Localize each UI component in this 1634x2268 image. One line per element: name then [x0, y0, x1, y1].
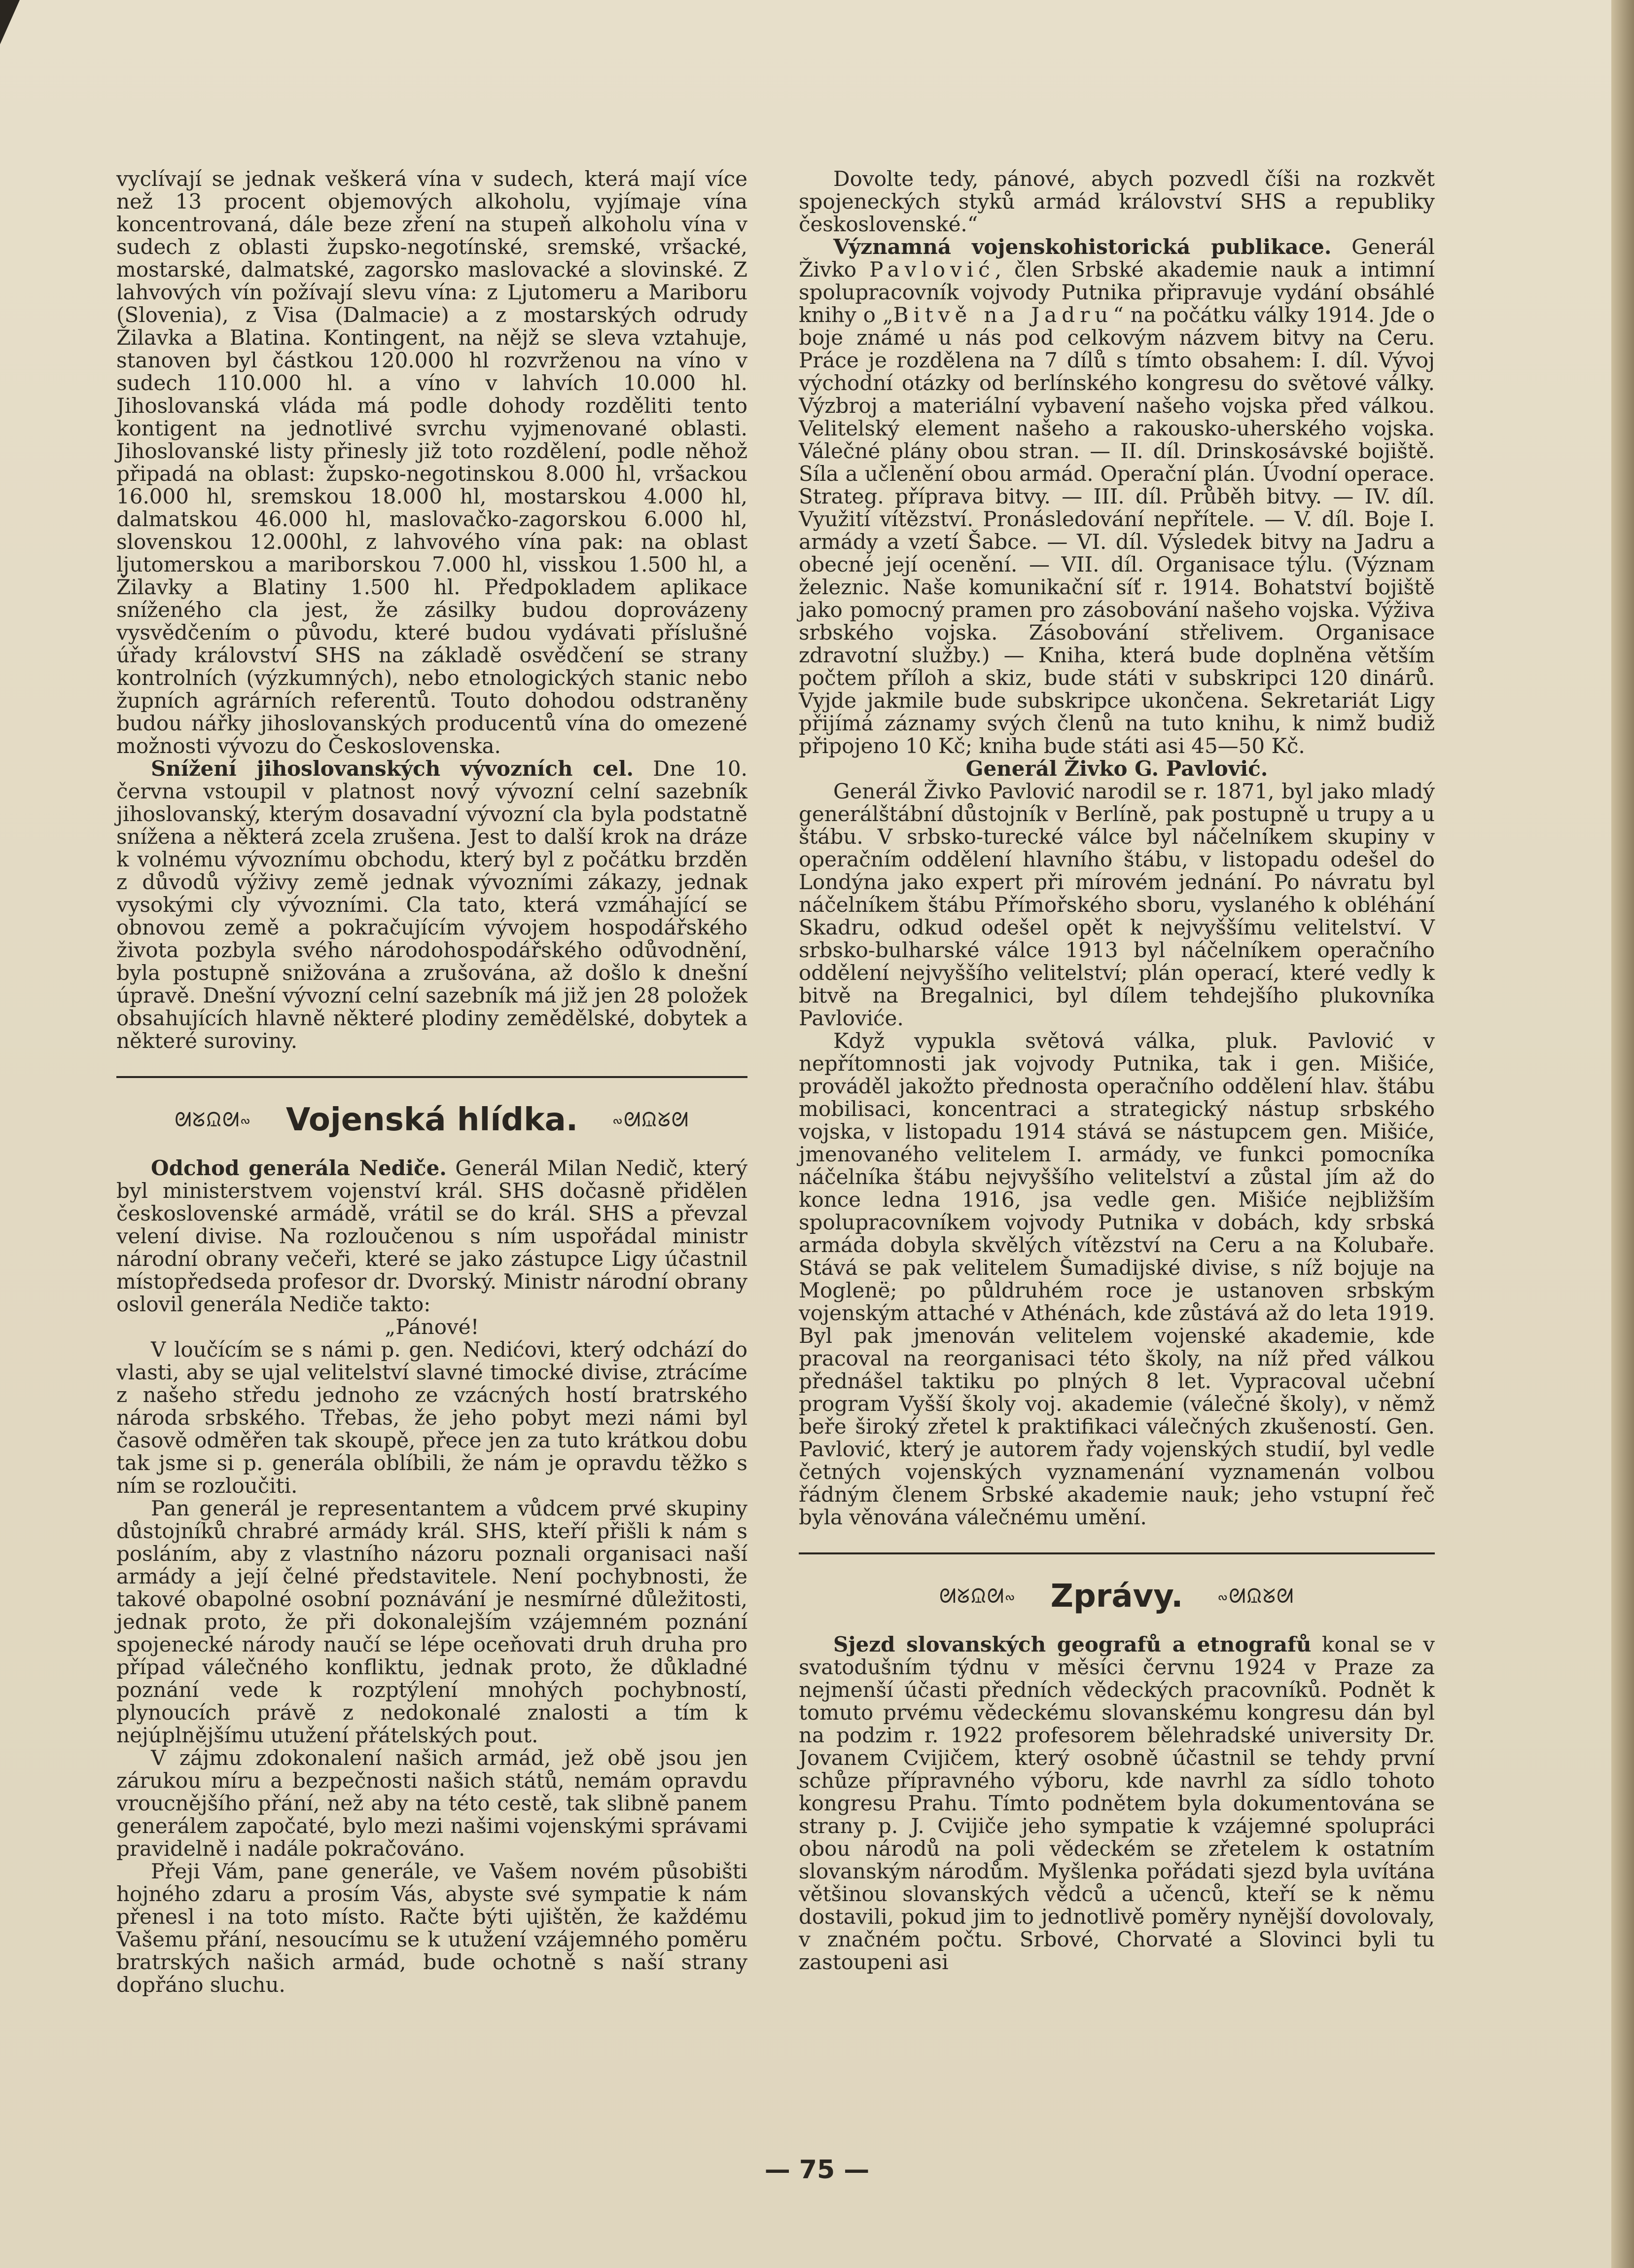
ornament-left-icon: ᘛᘜᙉᘛ∾ [175, 1109, 251, 1131]
paragraph-heading: Významná vojenskohistorická publikace. [833, 235, 1332, 259]
speech-paragraph: Pan generál je representantem a vůdcem prvé skupiny důstojníků chrabré armády král. SHS, kteří přišli k nám s posláním, aby z vlastního názoru poznali organisaci naší armády a její čelné představitele. Není pochybnosti, že takové obapolné osobní poznávání je nesmírné důležitosti, jednak proto, že při dokonalejším vzájemném poznání spojenecké národy naučí se lépe oceňovati druh druha pro případ válečného konfliktu, jednak proto, že důkladné poznání vede k rozptýlení mnohých pochybností, plynoucích právě z nedokonalé znalosti a tím k nejúplnějšímu utužení přátelských pout. [116, 1496, 747, 1747]
right-column [799, 168, 1435, 1974]
section-divider [116, 1076, 747, 1078]
bio-paragraph: Generál Živko Pavlović narodil se r. 1871, byl jako mladý generálštábní důstojník v Berlíně, pak postupně u trupy a u štábu. V srbsko-turecké válce byl náčelníkem skupiny v operačním oddělení hlavního štábu, v listopadu odešel do Londýna jako expert při mírovém jednání. Po návratu byl náčelníkem štábu Přímořského sboru, vyslaného k obléhání Skadru, odkud odešel opět k nejvyššímu velitelství. V srbsko-bulharské válce 1913 byl náčelníkem operačního oddělení nejvyššího velitelství; plán operací, které vedly k bitvě na Bregalnici, byl dílem tehdejšího plukovníka Pavloviće. [799, 779, 1435, 1030]
paragraph-heading: Odchod generála Nediče. [151, 1156, 447, 1180]
section-header-vojenska [116, 1098, 747, 1142]
paragraph-publication: Významná vojenskohistorická publikace. Generál Živko Pavlović, člen Srbské akademie nauk a intimní spolupracovník vojvody Putnika připravuje vydání obsáhlé knihy o „Bitvě na Jadru“ na počátku války 1914. Jde o boje známé u nás pod celkovým názvem bitvy na Ceru. Práce je rozdělena na 7 dílů s tímto obsahem: I. díl. Vývoj východní otázky od berlínského kongresu do světové války. Výzbroj a materiální vybavení našeho vojska před válkou. Velitelský element našeho a rakousko-uherského vojska. Válečné plány obou stran. — II. díl. Drinskosávské bojiště. Síla a učlenění obou armád. Operační plán. Úvodní operace. Strateg. příprava bitvy. — III. díl. Průběh bitvy. — IV. díl. Využití vítězství. Pronásledování nepřítele. — V. díl. Boje I. armády a vzetí Šabce. — VI. díl. Výsledek bitvy na Jadru a obecné její ocenění. — VII. díl. Organisace týlu. (Význam železnic. Naše komunikační síť r. 1914. Bohatství bojiště jako pomocný pramen pro zásobování našeho vojska. Výživa srbského vojska. Zásobování střelivem. Organisace zdravotní služby.) — Kniha, která bude doplněna větším počtem příloh a skiz, bude státi v subskripci 120 dinárů. Vyjde jakmile bude subskripce ukončena. Sekretariát Ligy přijímá záznamy svých členů na tuto knihu, k nimž budiž připojeno 10 Kč; kniha bude státi asi 45—50 Kč. [799, 235, 1435, 758]
paragraph-body: Generál Milan Nedič, který byl ministerstvem vojenství král. SHS dočasně přidělen československé armádě, vrátil se do král. SHS a převzal velení divise. Na rozloučenou s ním uspořádal ministr národní obrany večeři, které se jako zástupce Ligy účastnil místopředseda profesor dr. Dvorský. Ministr národní obrany oslovil generála Nediče takto: [116, 1156, 747, 1316]
paragraph-wine-quota: vyclívají se jednak veškerá vína v sudech, která mají více než 13 procent objemových alkoholu, vyjímaje vína koncentrovaná, dále beze zření na stupeň alkoholu vína v sudech z oblasti župsko-negotínské, sremské, vršacké, mostarské, dalmatské, zagorsko maslovacké a slovinské. Z lahvových vín požívají slevu vína: z Ljutomeru a Mariboru (Slovenia), z Visa (Dalmacie) a z mostarských odrudy Žilavka a Blatina. Kontingent, na nějž se sleva vztahuje, stanoven byl částkou 120.000 hl rozvrženou na víno v sudech 110.000 hl. a víno v lahvích 10.000 hl. Jihoslovanská vláda má podle dohody rozděliti tento kontigent na jednotlivé svrchu vyjmenované oblasti. Jihoslovanské listy přinesly již toto rozdělení, podle něhož připadá na oblast: župsko-negotinskou 8.000 hl, vršackou 16.000 hl, sremskou 18.000 hl, mostarskou 4.000 hl, dalmatskou 46.000 hl, maslovačko-zagorskou 6.000 hl, slovenskou 12.000hl, z lahvového vína pak: na oblast ljutomerskou a mariborskou 7.000 hl, visskou 1.500 hl, a Žilavky a Blatiny 1.500 hl. Předpokladem aplikace sníženého cla jest, že zásilky budou doprovázeny vysvědčením o původu, které budou vydávati příslušné úřady království SHS na základě osvědčení se strany kontrolních (výzkumných), nebo etnologických stanic nebo župních agrárních referentů. Touto dohodou odstraněny budou nářky jihoslovanských producentů vína do omezené možnosti vývozu do Československa. [116, 167, 747, 758]
ornament-right-icon: ∾ᘛᙉᘜᘛ [612, 1109, 689, 1131]
ornament-left-icon: ᘛᘜᙉᘛ∾ [939, 1585, 1016, 1608]
paragraph-congress [799, 1633, 1435, 1974]
book-title: Bitvě na Jadru [893, 303, 1113, 327]
speech-paragraph: V loučícím se s námi p. gen. Nedićovi, který odchází do vlasti, aby se ujal velitelství slavné timocké divise, ztrácíme z našeho středu jednoho ze vzácných hostí bratrského národa srbského. Třebas, že jeho pobyt mezi námi byl časově odměřen tak skoupě, přece jen za tuto krátkou dobu tak jsme si p. generála oblíbili, že nám je opravdu těžko s ním se rozloučiti. [116, 1337, 747, 1498]
page-corner-shadow [0, 0, 20, 44]
speech-closing: Dovolte tedy, pánové, abych pozvedl číši na rozkvět spojeneckých styků armád království SHS a republiky československé.“ [799, 167, 1435, 236]
page-number: — 75 — [764, 2155, 870, 2185]
paragraph-nedic-departure [116, 1157, 747, 1316]
paragraph-heading: Snížení jihoslovanských vývozních cel. [151, 756, 634, 781]
paragraph-export-duties [116, 757, 747, 1052]
section-title: Zprávy. [1050, 1578, 1183, 1615]
paragraph-heading: Sjezd slovanských geografů a etnografů [833, 1632, 1312, 1656]
speech-paragraph: Přeji Vám, pane generále, ve Vašem novém působišti hojného zdaru a prosím Vás, abyste své sympatie k nám přenesl i na toto místo. Račte býti ujištěn, že každému Vašemu přání, nesoucímu se k utužení vzájemného poměru bratrských našich armád, bude ochotně s naší strany dopřáno sluchu. [116, 1859, 747, 1997]
page-edge [1611, 0, 1634, 2268]
speech-salutation: „Pánové! [385, 1315, 479, 1339]
section-divider [799, 1552, 1435, 1554]
section-title: Vojenská hlídka. [285, 1102, 578, 1138]
bio-paragraph: Když vypukla světová válka, pluk. Pavlović v nepřítomnosti jak vojvody Putnika, tak i gen. Mišiće, prováděl jakožto přednosta operačního oddělení hlav. štábu mobilisaci, koncentraci a strategický nástup srbského vojska, v listopadu 1914 stává se nástupcem gen. Mišiće, jmenovaného velitelem I. armády, ve funkci pomocníka náčelníka štábu nejvyššího velitelství a zůstal jím až do konce ledna 1916, jsa vedle gen. Mišiće nejbližším spolupracovníkem vojvody Putnika v dobách, kdy srbská armáda dobyla skvělých vítězství na Ceru a na Kolubaře. Stává se pak velitelem Šumadijské divise, s níž bojuje na Moglenë; po půldruhém roce je ustanoven srbským vojenským attaché v Athénách, kde zůstává až do leta 1919. Byl pak jmenován velitelem vojenské akademie, kde pracoval na reorganisaci této školy, na níž před válkou přednášel taktiku po plných 8 let. Vypracoval učební program Vyšší školy voj. akademie (válečné školy), v němž beře široký zřetel k praktifikaci válečných zkušeností. Gen. Pavlović, který je autorem řady vojenských studií, byl vedle četných vojenských vyznamenání vyznamenán volbou řádným členem Srbské akademie nauk; jeho vstupní řeč byla věnována válečnému umění. [799, 1029, 1435, 1529]
bio-heading: Generál Živko G. Pavlović. [965, 756, 1268, 781]
paragraph-body: konal se v svatodušním týdnu v měsíci červnu 1924 v Praze za nejmenší účasti předních vědeckých pracovníků. Podnět k tomuto prvému vědeckému slovanskému kongresu dán byl na podzim r. 1922 profesorem bělehradské university Dr. Jovanem Cvijičem, který osobně účastnil se tehdy první schůze přípravného výboru, kde navrhl za sídlo tohoto kongresu Prahu. Tímto podnětem byla dokumentována se strany p. J. Cvijiče jeho sympatie k vzájemné spolupráci obou národů na poli vědeckém se zřetelem k ostatním slovanským národům. Myšlenka pořádati sjezd byla uvítána většinou slovanských vědců a učenců, kteří se k němu dostavili, pokud jim to jednotlivě poměry nynější dovolovaly, v značném počtu. Srbové, Chorvaté a Slovinci byli tu zastoupeni asi [799, 1632, 1435, 1974]
section-header-zpravy [799, 1574, 1435, 1619]
left-column [116, 168, 747, 1996]
ornament-right-icon: ∾ᘛᙉᘜᘛ [1217, 1585, 1295, 1608]
author-name: Pavlović [869, 257, 995, 282]
speech-paragraph: V zájmu zdokonalení našich armád, jež obě jsou jen zárukou míru a bezpečnosti našich států, nemám opravdu vroucnějšího přání, než aby na této cestě, tak slibně panem generálem započaté, bylo mezi našimi vojenskými správami pravidelně i nadále pokračováno. [116, 1746, 747, 1861]
paragraph-body: Dne 10. června vstoupil v platnost nový vývozní celní sazebník jihoslovanský, kterým dosavadní vývozní cla byla podstatně snížena a některá zcela zrušena. Jest to další krok na dráze k volnému vývoznímu obchodu, který byl z počátku brzděn z důvodů výživy země jednak vývozními zákazy, jednak vysokými cly vývozními. Cla tato, která vzmáhající se obnovou země a pokračujícím vývojem hospodářského života pozbyla svého národohospodářského odůvodnění, byla postupně snižována a zrušována, až došlo k dnešní úpravě. Dnešní vývozní celní sazebník má již jen 28 položek obsahujících hlavně některé plodiny zemědělské, dobytek a některé suroviny. [116, 756, 747, 1053]
